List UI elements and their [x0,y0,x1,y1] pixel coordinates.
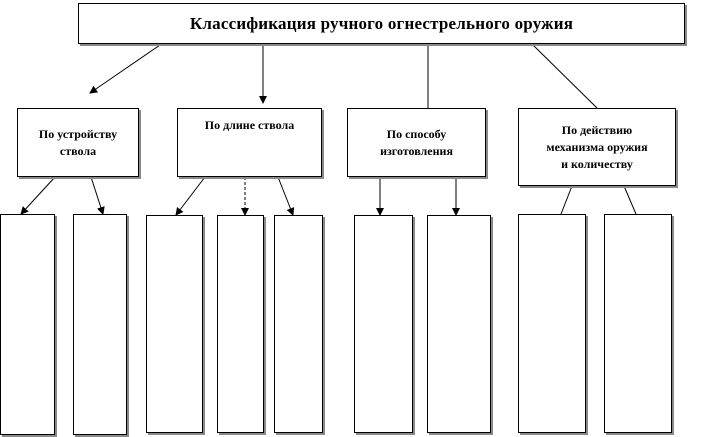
arrow-device-to-leaf-1 [21,177,55,214]
category-label-mechanism: По действию механизма оружия и количеству [546,122,648,171]
title-box [78,3,685,44]
leaf-box-length-3 [274,215,323,433]
leaf-box-mechanism-2 [604,214,672,433]
diagram-title: Классификация ручного огнестрельного оружия [189,13,574,33]
leaf-box-manufacture-2 [427,215,491,433]
category-box-manufacture [347,108,486,177]
arrow-length-to-leaf-3 [278,177,293,215]
category-box-length [177,108,322,177]
leaf-box-length-1 [146,215,203,433]
category-label-length: По длине ствола [204,118,295,132]
line-mechanism-to-leaf-1 [561,186,572,214]
arrow-device-to-leaf-2 [91,177,103,214]
arrow-length-to-leaf-1 [176,177,205,215]
leaf-box-length-2 [217,215,264,433]
line-title-to-mechanism [533,45,597,108]
category-label-manufacture: По способу изготовления [380,126,453,158]
leaf-box-manufacture-1 [354,215,413,433]
line-mechanism-to-leaf-2 [624,186,636,214]
leaf-box-device-1 [0,214,55,435]
category-label-device: По устройству ствола [38,126,118,158]
category-box-mechanism [518,108,676,186]
leaf-box-mechanism-1 [518,214,586,433]
arrow-title-to-device [90,45,160,93]
leaf-box-device-2 [73,214,127,435]
category-box-device [17,108,139,177]
